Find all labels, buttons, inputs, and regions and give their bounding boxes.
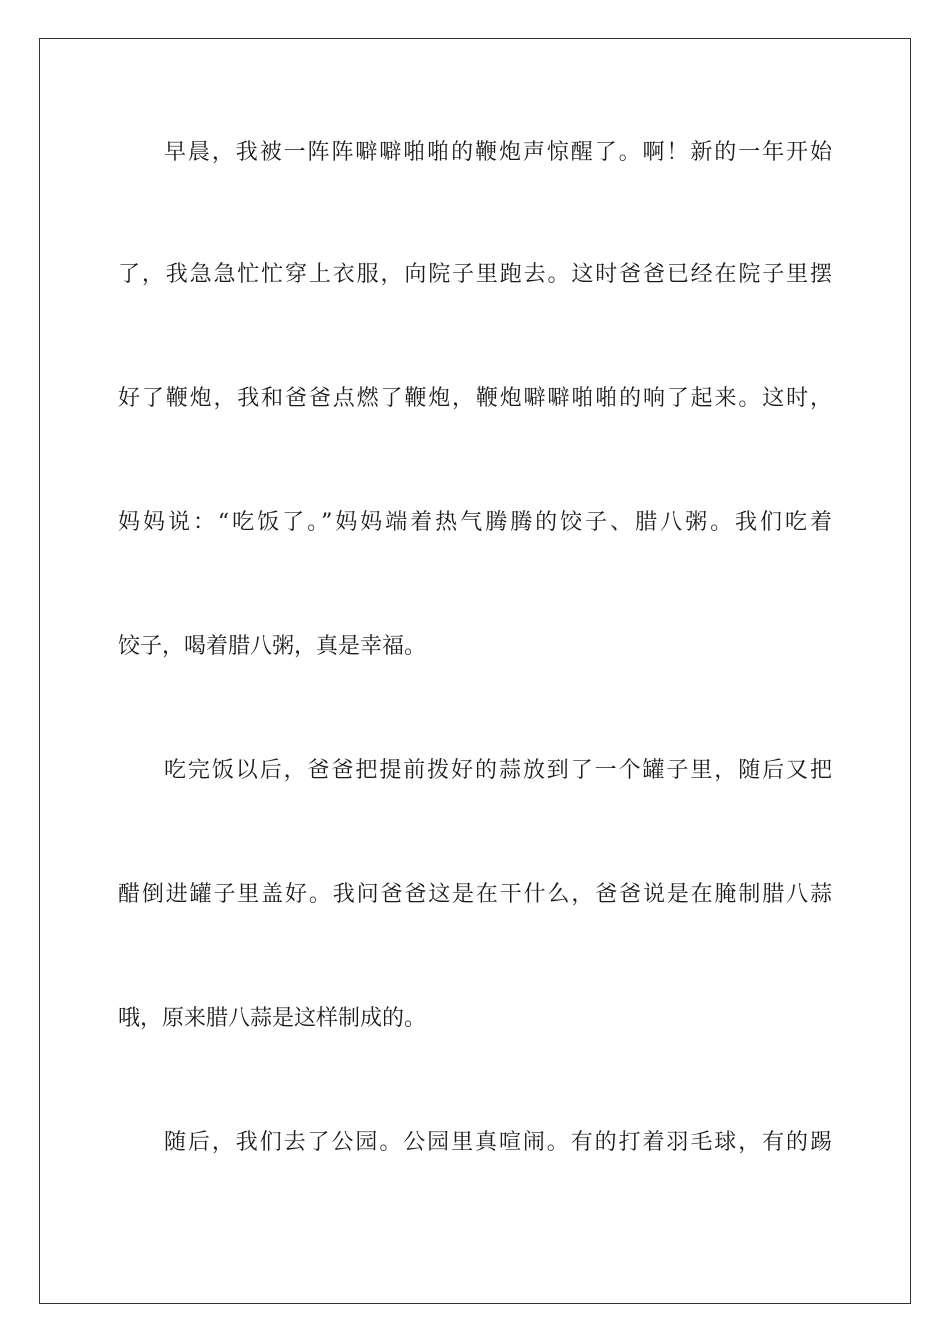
- paragraph-2-line-2: 醋倒进罐子里盖好。我问爸爸这是在干什么，爸爸说是在腌制腊八蒜: [118, 882, 832, 907]
- paragraph-1-line-5: 饺子，喝着腊八粥，真是幸福。: [118, 634, 427, 659]
- paragraph-1-line-4: 妈妈说：“吃饭了。”妈妈端着热气腾腾的饺子、腊八粥。我们吃着: [118, 510, 832, 535]
- page-border: [39, 38, 911, 1304]
- paragraph-1-line-2: 了，我急急忙忙穿上衣服，向院子里跑去。这时爸爸已经在院子里摆: [118, 262, 832, 287]
- paragraph-1-line-3: 好了鞭炮，我和爸爸点燃了鞭炮，鞭炮噼噼啪啪的响了起来。这时，: [118, 386, 832, 411]
- paragraph-3-line-1: 随后，我们去了公园。公园里真喧闹。有的打着羽毛球，有的踢: [164, 1130, 832, 1155]
- paragraph-1-line-1: 早晨，我被一阵阵噼噼啪啪的鞭炮声惊醒了。啊！新的一年开始: [164, 140, 832, 165]
- paragraph-2-line-1: 吃完饭以后，爸爸把提前拨好的蒜放到了一个罐子里，随后又把: [164, 758, 832, 783]
- paragraph-2-line-3: 哦，原来腊八蒜是这样制成的。: [118, 1006, 427, 1031]
